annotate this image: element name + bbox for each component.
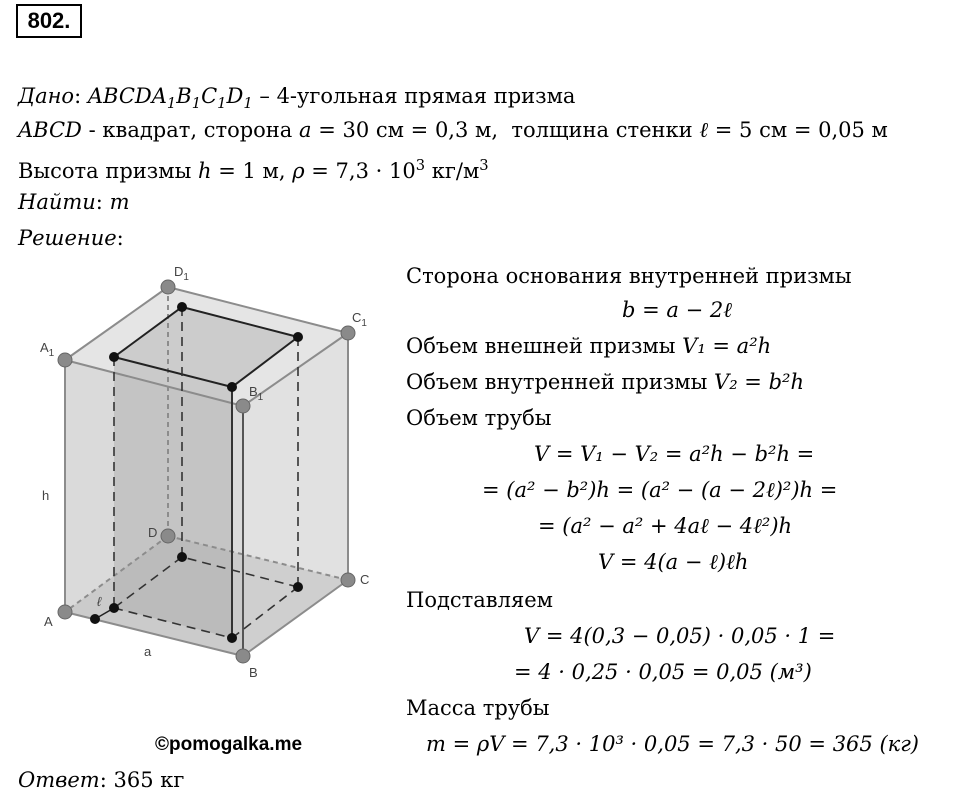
solution-line: Решение: — [18, 226, 124, 250]
watermark: ©pomogalka.me — [155, 734, 303, 755]
prism-description: – 4-угольная прямая призма — [259, 84, 576, 108]
step-substitute: Подставляем — [406, 588, 553, 612]
label-a: A — [44, 614, 53, 629]
base-name: ABCD — [18, 118, 82, 142]
answer-line: Ответ: 365 кг — [18, 768, 185, 792]
wall-value: = 5 см = 0,05 м — [714, 118, 888, 142]
problem-number: 802. — [16, 4, 82, 38]
step-mass: Масса трубы — [406, 696, 550, 720]
label-d: D — [148, 525, 158, 540]
label-c1: $C_1$ — [352, 310, 367, 329]
label-b1: $B_1$ — [249, 384, 264, 403]
find-label: Найти — [18, 190, 96, 214]
label-a-side: a — [144, 644, 152, 659]
label-h: h — [42, 488, 50, 503]
step-inner-volume: Объем внутренней призмы V₂ = b²h — [406, 370, 804, 394]
density-unit: $кг/м^3$ — [431, 157, 489, 183]
equation-1: V = V₁ − V₂ = a²h − b²h = — [534, 442, 815, 466]
density-symbol: ρ — [292, 159, 305, 183]
equation-4: V = 4(a − ℓ)ℓh — [598, 550, 749, 574]
label-c: C — [360, 572, 370, 587]
given-line-3 — [18, 152, 489, 185]
answer-label: Ответ — [18, 768, 100, 792]
answer-value: 365 кг — [113, 768, 185, 792]
base-description: - квадрат, сторона — [88, 118, 293, 142]
formula-inner-side: b = a − 2ℓ — [622, 298, 732, 322]
substitution-1: V = 4(0,3 − 0,05) · 0,05 · 1 = — [524, 624, 836, 648]
side-value: = 30 см = 0,3 м, — [318, 118, 499, 142]
given-line-1: Дано: $ABCDA_1B_1C_1D_1$ – 4-угольная прямая призма — [18, 84, 576, 113]
find-line: Найти: m — [18, 190, 130, 214]
substitution-2: = 4 · 0,25 · 0,05 = 0,05 (м³) — [514, 660, 812, 684]
step-pipe-volume: Объем трубы — [406, 406, 552, 430]
height-value: = 1 м, — [218, 159, 286, 183]
formula-v2: V₂ = b²h — [714, 370, 804, 394]
formula-v1: V₁ = a²h — [682, 334, 772, 358]
equation-3: = (a² − a² + 4aℓ − 4ℓ²)h — [538, 514, 793, 538]
label-d1: $D_1$ — [174, 264, 189, 283]
find-value: m — [109, 190, 130, 214]
mass-formula: m = ρV = 7,3 · 10³ · 0,05 = 7,3 · 50 = 365 (кг) — [426, 732, 919, 756]
label-l: ℓ — [97, 594, 102, 609]
height-label: Высота призмы — [18, 159, 192, 183]
prism-name: $ABCDA_1B_1C_1D_1$ — [87, 84, 253, 113]
step-inner-side: Сторона основания внутренней призмы — [406, 264, 852, 288]
label-a1: $A_1$ — [40, 340, 55, 359]
density-value: = $7,3 \cdot 10^3$ — [311, 157, 426, 183]
label-b: B — [249, 665, 258, 680]
given-label: Дано — [18, 84, 75, 108]
equation-2: = (a² − b²)h = (a² − (a − 2ℓ)²)h = — [482, 478, 838, 502]
wall-label: толщина стенки — [511, 118, 693, 142]
side-symbol: a — [299, 118, 312, 142]
wall-symbol: ℓ — [699, 118, 709, 142]
solution-label: Решение — [18, 226, 117, 250]
height-symbol: h — [198, 159, 212, 183]
prism-figure — [30, 258, 390, 688]
step-outer-volume: Объем внешней призмы V₁ = a²h — [406, 334, 772, 358]
given-line-2 — [18, 116, 888, 144]
